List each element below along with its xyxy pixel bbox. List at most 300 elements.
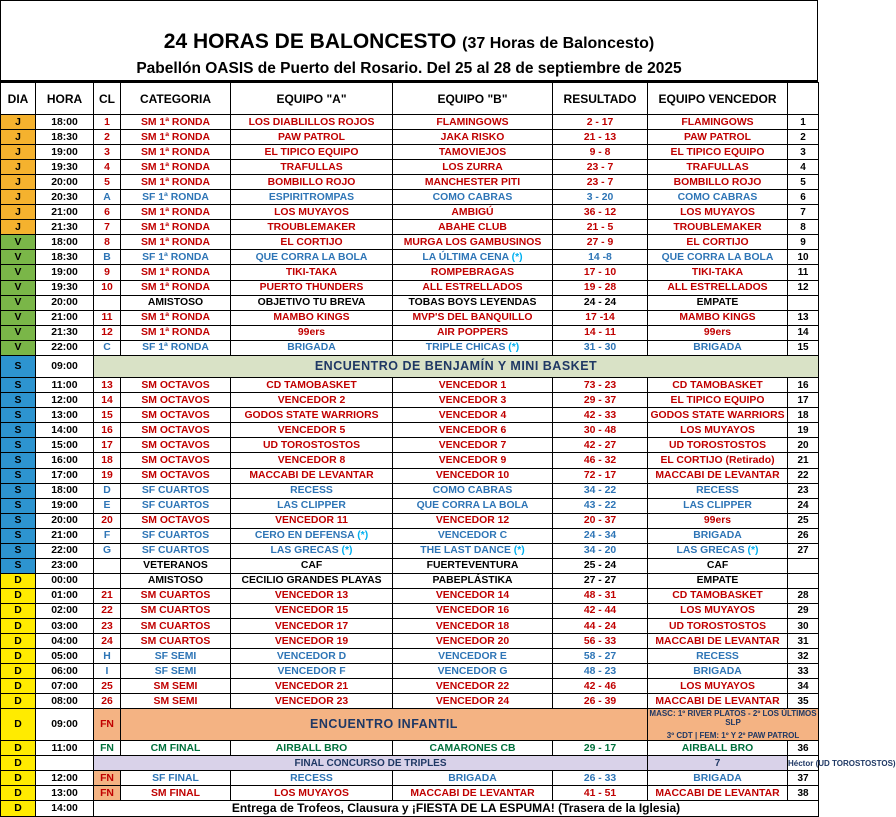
match-number-cell <box>788 498 819 513</box>
time-cell-text: 18:00 <box>51 485 78 497</box>
time-cell-text: 16:00 <box>51 455 78 466</box>
day-cell <box>1 175 36 190</box>
team-a-cell-text: PUERTO THUNDERS <box>259 282 364 294</box>
team-a-cell-text: VENCEDOR 2 <box>277 394 346 406</box>
team-a-cell <box>231 603 393 618</box>
winner-cell-text: EL CORTIJO <box>686 236 749 248</box>
time-cell <box>36 468 94 483</box>
team-a-cell <box>231 528 393 543</box>
result-cell <box>553 438 648 453</box>
winner-cell <box>648 453 788 468</box>
note-marker: (*) <box>513 545 525 557</box>
cl-cell-text: A <box>103 191 111 203</box>
day-cell-text: D <box>14 680 22 692</box>
day-cell <box>1 423 36 438</box>
day-cell-text: D <box>14 590 22 602</box>
cl-cell-text: FN <box>100 787 114 799</box>
category-cell <box>121 265 231 280</box>
result-cell <box>553 145 648 160</box>
match-number-cell-text: 8 <box>800 221 806 233</box>
team-b-cell-text: LOS ZURRA <box>442 161 503 173</box>
category-cell <box>121 453 231 468</box>
result-cell <box>553 528 648 543</box>
team-b-cell <box>393 543 553 558</box>
time-cell-text: 19:00 <box>51 146 78 158</box>
time-cell-text: 04:00 <box>51 635 78 647</box>
winner-cell-text: MACCABI DE LEVANTAR <box>655 787 780 799</box>
match-number-cell <box>788 423 819 438</box>
result-cell-text: 48 - 23 <box>583 665 617 677</box>
time-cell <box>36 573 94 588</box>
team-b-cell-text: ABAHE CLUB <box>438 221 507 233</box>
cl-cell <box>94 115 121 130</box>
cl-cell-text: 1 <box>104 116 110 128</box>
day-cell-text: J <box>15 146 21 158</box>
team-b-cell-text: VENCEDOR G <box>437 665 508 677</box>
team-a-cell-text: VENCEDOR 19 <box>274 635 349 647</box>
category-cell <box>121 438 231 453</box>
team-b-cell <box>393 619 553 634</box>
result-cell-text: 30 - 48 <box>583 424 617 436</box>
col-hora: HORA <box>36 83 94 115</box>
table-row <box>1 771 819 786</box>
category-cell-text: SF CUARTOS <box>141 500 210 512</box>
closing-note-text: Entrega de Trofeos, Clausura y ¡FIESTA DE LA ESPUMA! (Trasera de la Iglesia) <box>231 800 681 815</box>
winner-cell-text: EMPATE <box>696 297 739 309</box>
match-number-cell <box>788 220 819 235</box>
team-a-cell <box>231 558 393 573</box>
result-cell-text: 43 - 22 <box>583 500 617 512</box>
result-cell <box>553 115 648 130</box>
winner-cell <box>648 498 788 513</box>
winner-cell-text: MACCABI DE LEVANTAR <box>655 635 780 647</box>
winner-cell <box>648 295 788 310</box>
team-b-cell <box>393 340 553 355</box>
match-number-cell <box>788 408 819 423</box>
category-cell-text: SM OCTAVOS <box>141 455 210 466</box>
team-a-cell <box>231 175 393 190</box>
day-cell <box>1 265 36 280</box>
match-number-cell <box>788 235 819 250</box>
day-cell-text: J <box>15 191 21 203</box>
cl-cell <box>94 408 121 423</box>
team-a-cell-text: EL CORTIJO <box>280 236 343 248</box>
time-cell <box>36 325 94 340</box>
cl-cell-text: C <box>103 342 111 354</box>
time-cell-text: 13:00 <box>51 787 78 799</box>
result-cell-text: 27 - 27 <box>583 575 617 587</box>
category-cell-text: SM OCTAVOS <box>141 409 210 421</box>
team-b-cell <box>393 664 553 679</box>
result-cell <box>553 588 648 603</box>
result-cell <box>553 295 648 310</box>
result-cell-text: 17 - 10 <box>583 266 617 278</box>
time-cell <box>36 619 94 634</box>
time-cell-text: 21:00 <box>51 206 78 218</box>
category-cell <box>121 175 231 190</box>
team-a-cell-text: RECESS <box>290 485 333 497</box>
winner-cell <box>648 634 788 649</box>
winner-cell-text: ALL ESTRELLADOS <box>667 282 768 294</box>
time-cell-text: 03:00 <box>51 620 78 632</box>
cl-cell <box>94 649 121 664</box>
category-cell-text: SF CUARTOS <box>141 485 210 497</box>
cl-cell-text: 18 <box>101 455 113 466</box>
table-row <box>1 205 819 220</box>
cl-cell <box>94 340 121 355</box>
result-cell-text: 3 - 20 <box>586 191 614 203</box>
winner-cell <box>648 603 788 618</box>
team-a-cell-text: CERO EN DEFENSA <box>254 530 355 542</box>
table-row <box>1 160 819 175</box>
result-cell <box>553 265 648 280</box>
day-cell-text: D <box>14 605 22 617</box>
time-cell-text: 02:00 <box>51 605 78 617</box>
result-cell <box>553 771 648 786</box>
day-cell <box>1 741 36 756</box>
match-number-cell-text: 37 <box>797 772 809 784</box>
match-number-cell <box>788 679 819 694</box>
table-row <box>1 756 819 771</box>
cl-cell-text: 2 <box>104 131 110 143</box>
team-a-cell <box>231 130 393 145</box>
table-row <box>1 378 819 393</box>
day-cell <box>1 235 36 250</box>
cl-cell-text: 19 <box>101 470 113 482</box>
team-a-cell <box>231 634 393 649</box>
time-cell <box>36 355 94 378</box>
team-a-cell <box>231 408 393 423</box>
winner-cell <box>648 786 788 801</box>
winner-cell-text: LAS CLIPPER <box>683 500 752 512</box>
cl-cell <box>94 393 121 408</box>
day-cell-text: S <box>14 394 22 406</box>
team-b-cell <box>393 310 553 325</box>
match-number-cell-text: 9 <box>800 236 806 248</box>
category-cell-text: AMISTOSO <box>147 297 204 309</box>
team-a-cell-text: OBJETIVO TU BREVA <box>257 297 366 309</box>
team-a-cell <box>231 160 393 175</box>
cl-cell <box>94 280 121 295</box>
day-cell <box>1 468 36 483</box>
result-cell-text: 34 - 22 <box>583 485 617 497</box>
time-cell <box>36 130 94 145</box>
time-cell-text: 20:30 <box>51 191 78 203</box>
match-number-cell-text: 13 <box>797 312 809 324</box>
match-number-cell <box>788 265 819 280</box>
result-cell-text: 25 - 24 <box>583 560 617 572</box>
match-number-cell <box>788 771 819 786</box>
table-row <box>1 325 819 340</box>
match-number-cell-text: 20 <box>797 439 809 451</box>
result-cell-text: 58 - 27 <box>583 650 617 662</box>
day-cell <box>1 573 36 588</box>
match-number-cell-text: 29 <box>797 605 809 617</box>
time-cell-text: 00:00 <box>51 575 78 587</box>
winner-cell-text: MAMBO KINGS <box>679 312 756 324</box>
result-cell <box>553 250 648 265</box>
cl-cell-text: B <box>103 251 111 263</box>
result-cell <box>553 325 648 340</box>
result-cell <box>553 468 648 483</box>
winner-cell-text: TRAFULLAS <box>686 161 749 173</box>
team-b-cell <box>393 588 553 603</box>
category-cell <box>121 393 231 408</box>
team-a-cell <box>231 190 393 205</box>
result-cell-text: 23 - 7 <box>586 161 614 173</box>
team-a-cell-text: VENCEDOR F <box>277 665 346 677</box>
category-cell <box>121 235 231 250</box>
winner-cell-text: RECESS <box>696 485 739 497</box>
result-cell <box>553 280 648 295</box>
team-b-cell <box>393 235 553 250</box>
day-cell-text: D <box>14 650 22 662</box>
time-cell-text: 19:00 <box>51 266 78 278</box>
team-a-cell-text: EL TIPICO EQUIPO <box>264 146 359 158</box>
cl-cell-text: 10 <box>101 282 113 294</box>
winner-cell-text: TROUBLEMAKER <box>673 221 762 233</box>
team-b-cell-text: VENCEDOR C <box>437 530 508 542</box>
winner-cell-text: EL TIPICO EQUIPO <box>670 146 765 158</box>
table-row <box>1 175 819 190</box>
day-cell-text: S <box>14 470 22 482</box>
result-cell-text: 26 - 33 <box>583 772 617 784</box>
time-cell <box>36 340 94 355</box>
table-row <box>1 786 819 801</box>
cl-cell-text: FN <box>100 719 114 731</box>
time-cell-text: 09:00 <box>51 361 78 372</box>
col-vencedor: EQUIPO VENCEDOR <box>648 83 788 115</box>
time-cell <box>36 543 94 558</box>
table-row <box>1 679 819 694</box>
day-cell-text: J <box>15 131 21 143</box>
cl-cell <box>94 528 121 543</box>
team-a-cell-text: CECILIO GRANDES PLAYAS <box>241 575 382 587</box>
team-b-cell-text: MVP'S DEL BANQUILLO <box>412 312 533 324</box>
table-row <box>1 498 819 513</box>
col-dia: DIA <box>1 83 36 115</box>
match-number-cell <box>788 786 819 801</box>
category-cell-text: SF CUARTOS <box>141 545 210 557</box>
team-b-cell <box>393 694 553 709</box>
time-cell <box>36 250 94 265</box>
winner-cell <box>648 771 788 786</box>
category-cell-text: CM FINAL <box>150 742 201 754</box>
category-cell-text: SF CUARTOS <box>141 530 210 542</box>
team-b-cell <box>393 265 553 280</box>
team-a-cell <box>231 771 393 786</box>
category-cell <box>121 340 231 355</box>
time-cell-text: 19:30 <box>51 161 78 173</box>
result-cell-text: 44 - 24 <box>583 620 617 632</box>
winner-cell-text: LOS MUYAYOS <box>680 605 755 617</box>
day-cell <box>1 393 36 408</box>
category-cell <box>121 603 231 618</box>
day-cell <box>1 543 36 558</box>
winner-cell <box>648 205 788 220</box>
winner-cell <box>648 378 788 393</box>
match-number-cell-text: 12 <box>797 282 809 294</box>
winner-cell <box>648 483 788 498</box>
winner-cell-text: CD TAMOBASKET <box>672 379 763 391</box>
winner-cell <box>648 679 788 694</box>
cl-cell <box>94 468 121 483</box>
result-cell-text: 9 - 8 <box>589 146 611 158</box>
category-cell <box>121 679 231 694</box>
category-cell <box>121 694 231 709</box>
team-b-cell <box>393 250 553 265</box>
result-cell-text: 26 - 39 <box>583 695 617 707</box>
time-cell <box>36 786 94 801</box>
match-number-cell <box>788 190 819 205</box>
team-b-cell-text: THE LAST DANCE <box>420 545 511 557</box>
team-a-cell <box>231 378 393 393</box>
time-cell <box>36 115 94 130</box>
winner-cell <box>648 543 788 558</box>
cl-cell <box>94 771 121 786</box>
category-cell-text: SM OCTAVOS <box>141 379 210 391</box>
team-a-cell <box>231 438 393 453</box>
result-cell-text: 42 - 27 <box>583 439 617 451</box>
match-number-cell <box>788 603 819 618</box>
day-cell-text: S <box>14 424 22 436</box>
match-number-cell <box>788 453 819 468</box>
match-number-cell-text: 6 <box>800 191 806 203</box>
match-number-cell <box>788 160 819 175</box>
day-cell <box>1 408 36 423</box>
day-cell <box>1 453 36 468</box>
match-number-cell-text: 27 <box>797 545 809 557</box>
time-cell-text: 12:00 <box>51 772 78 784</box>
cl-cell <box>94 325 121 340</box>
team-a-cell-text: BRIGADA <box>287 342 336 354</box>
day-cell <box>1 603 36 618</box>
result-cell <box>553 130 648 145</box>
cl-cell <box>94 709 121 741</box>
table-row <box>1 235 819 250</box>
team-b-cell-text: VENCEDOR 18 <box>435 620 510 632</box>
category-cell-text: SM OCTAVOS <box>141 394 210 406</box>
winner-cell-text: MACCABI DE LEVANTAR <box>655 470 780 482</box>
winner-cell-text: MACCABI DE LEVANTAR <box>655 695 780 707</box>
winner-cell <box>648 340 788 355</box>
time-cell-text: 18:30 <box>51 131 78 143</box>
col-resultado: RESULTADO <box>553 83 648 115</box>
result-cell-text: 21 - 5 <box>586 221 614 233</box>
cl-cell <box>94 130 121 145</box>
team-b-cell-text: TAMOVIEJOS <box>438 146 507 158</box>
time-cell-text: 07:00 <box>51 680 78 692</box>
triples-result-text: 7 <box>714 757 721 769</box>
team-b-cell-text: FUERTEVENTURA <box>426 560 519 572</box>
winner-cell-text: 99ers <box>703 327 732 339</box>
time-cell <box>36 438 94 453</box>
table-row <box>1 250 819 265</box>
result-cell <box>553 543 648 558</box>
winner-cell-text: BOMBILLO ROJO <box>673 176 762 188</box>
time-cell-text: 22:00 <box>51 342 78 354</box>
team-b-cell-text: VENCEDOR 24 <box>435 695 510 707</box>
cl-cell <box>94 558 121 573</box>
winner-cell <box>648 423 788 438</box>
cl-cell <box>94 160 121 175</box>
result-cell <box>553 408 648 423</box>
team-b-cell <box>393 498 553 513</box>
match-number-cell-text: 22 <box>797 470 809 482</box>
category-cell <box>121 528 231 543</box>
team-b-cell-text: VENCEDOR E <box>438 650 507 662</box>
day-cell <box>1 250 36 265</box>
category-cell-text: SM 1ª RONDA <box>140 176 211 188</box>
day-cell <box>1 325 36 340</box>
cl-cell <box>94 603 121 618</box>
category-cell-text: SM OCTAVOS <box>141 515 210 527</box>
result-cell-text: 29 - 17 <box>583 742 617 754</box>
category-cell-text: SM 1ª RONDA <box>140 327 211 339</box>
result-cell-text: 2 - 17 <box>586 116 614 128</box>
result-cell-text: 42 - 33 <box>583 409 617 421</box>
time-cell-text: 11:00 <box>51 742 78 754</box>
team-a-cell-text: TIKI-TAKA <box>285 266 338 278</box>
result-cell-text: 29 - 37 <box>583 394 617 406</box>
winner-cell-text: EMPATE <box>696 575 739 587</box>
time-cell-text: 23:00 <box>51 560 78 572</box>
match-number-cell-text: 15 <box>797 342 809 354</box>
winner-cell <box>648 220 788 235</box>
match-number-cell-text: 30 <box>797 620 809 632</box>
match-number-cell <box>788 175 819 190</box>
winner-cell <box>648 408 788 423</box>
match-number-cell <box>788 205 819 220</box>
cl-cell-text: 14 <box>101 394 113 406</box>
day-cell-text: S <box>14 455 22 466</box>
category-cell <box>121 634 231 649</box>
winner-cell <box>648 265 788 280</box>
team-a-cell <box>231 220 393 235</box>
match-number-cell-text: 3 <box>800 146 806 158</box>
cl-cell-text: 20 <box>101 515 113 527</box>
time-cell <box>36 393 94 408</box>
team-b-cell-text: LA ÚLTIMA CENA <box>422 251 509 263</box>
match-number-cell-text: 1 <box>800 116 806 128</box>
cl-cell <box>94 310 121 325</box>
note-marker: (*) <box>511 251 523 263</box>
team-b-cell <box>393 558 553 573</box>
cl-cell <box>94 543 121 558</box>
cl-cell <box>94 453 121 468</box>
time-cell <box>36 235 94 250</box>
time-cell-text: 14:00 <box>51 802 78 814</box>
team-b-cell <box>393 295 553 310</box>
team-a-cell <box>231 786 393 801</box>
team-b-cell-text: PABEPLÁSTIKA <box>432 575 513 587</box>
cl-cell-text: 3 <box>104 146 110 158</box>
day-cell-text: S <box>14 379 22 391</box>
cl-cell-text: 5 <box>104 176 110 188</box>
team-b-cell-text: CAMARONES CB <box>429 742 516 754</box>
winner-cell-text: BRIGADA <box>693 665 742 677</box>
match-number-cell-text: 32 <box>797 650 809 662</box>
winner-cell <box>648 741 788 756</box>
time-cell-text: 21:30 <box>51 327 78 339</box>
team-b-cell <box>393 483 553 498</box>
category-cell-text: SF FINAL <box>152 772 199 784</box>
team-b-cell <box>393 741 553 756</box>
team-a-cell <box>231 468 393 483</box>
match-number-cell-text: 7 <box>800 206 806 218</box>
col-cl: CL <box>94 83 121 115</box>
result-cell <box>553 558 648 573</box>
